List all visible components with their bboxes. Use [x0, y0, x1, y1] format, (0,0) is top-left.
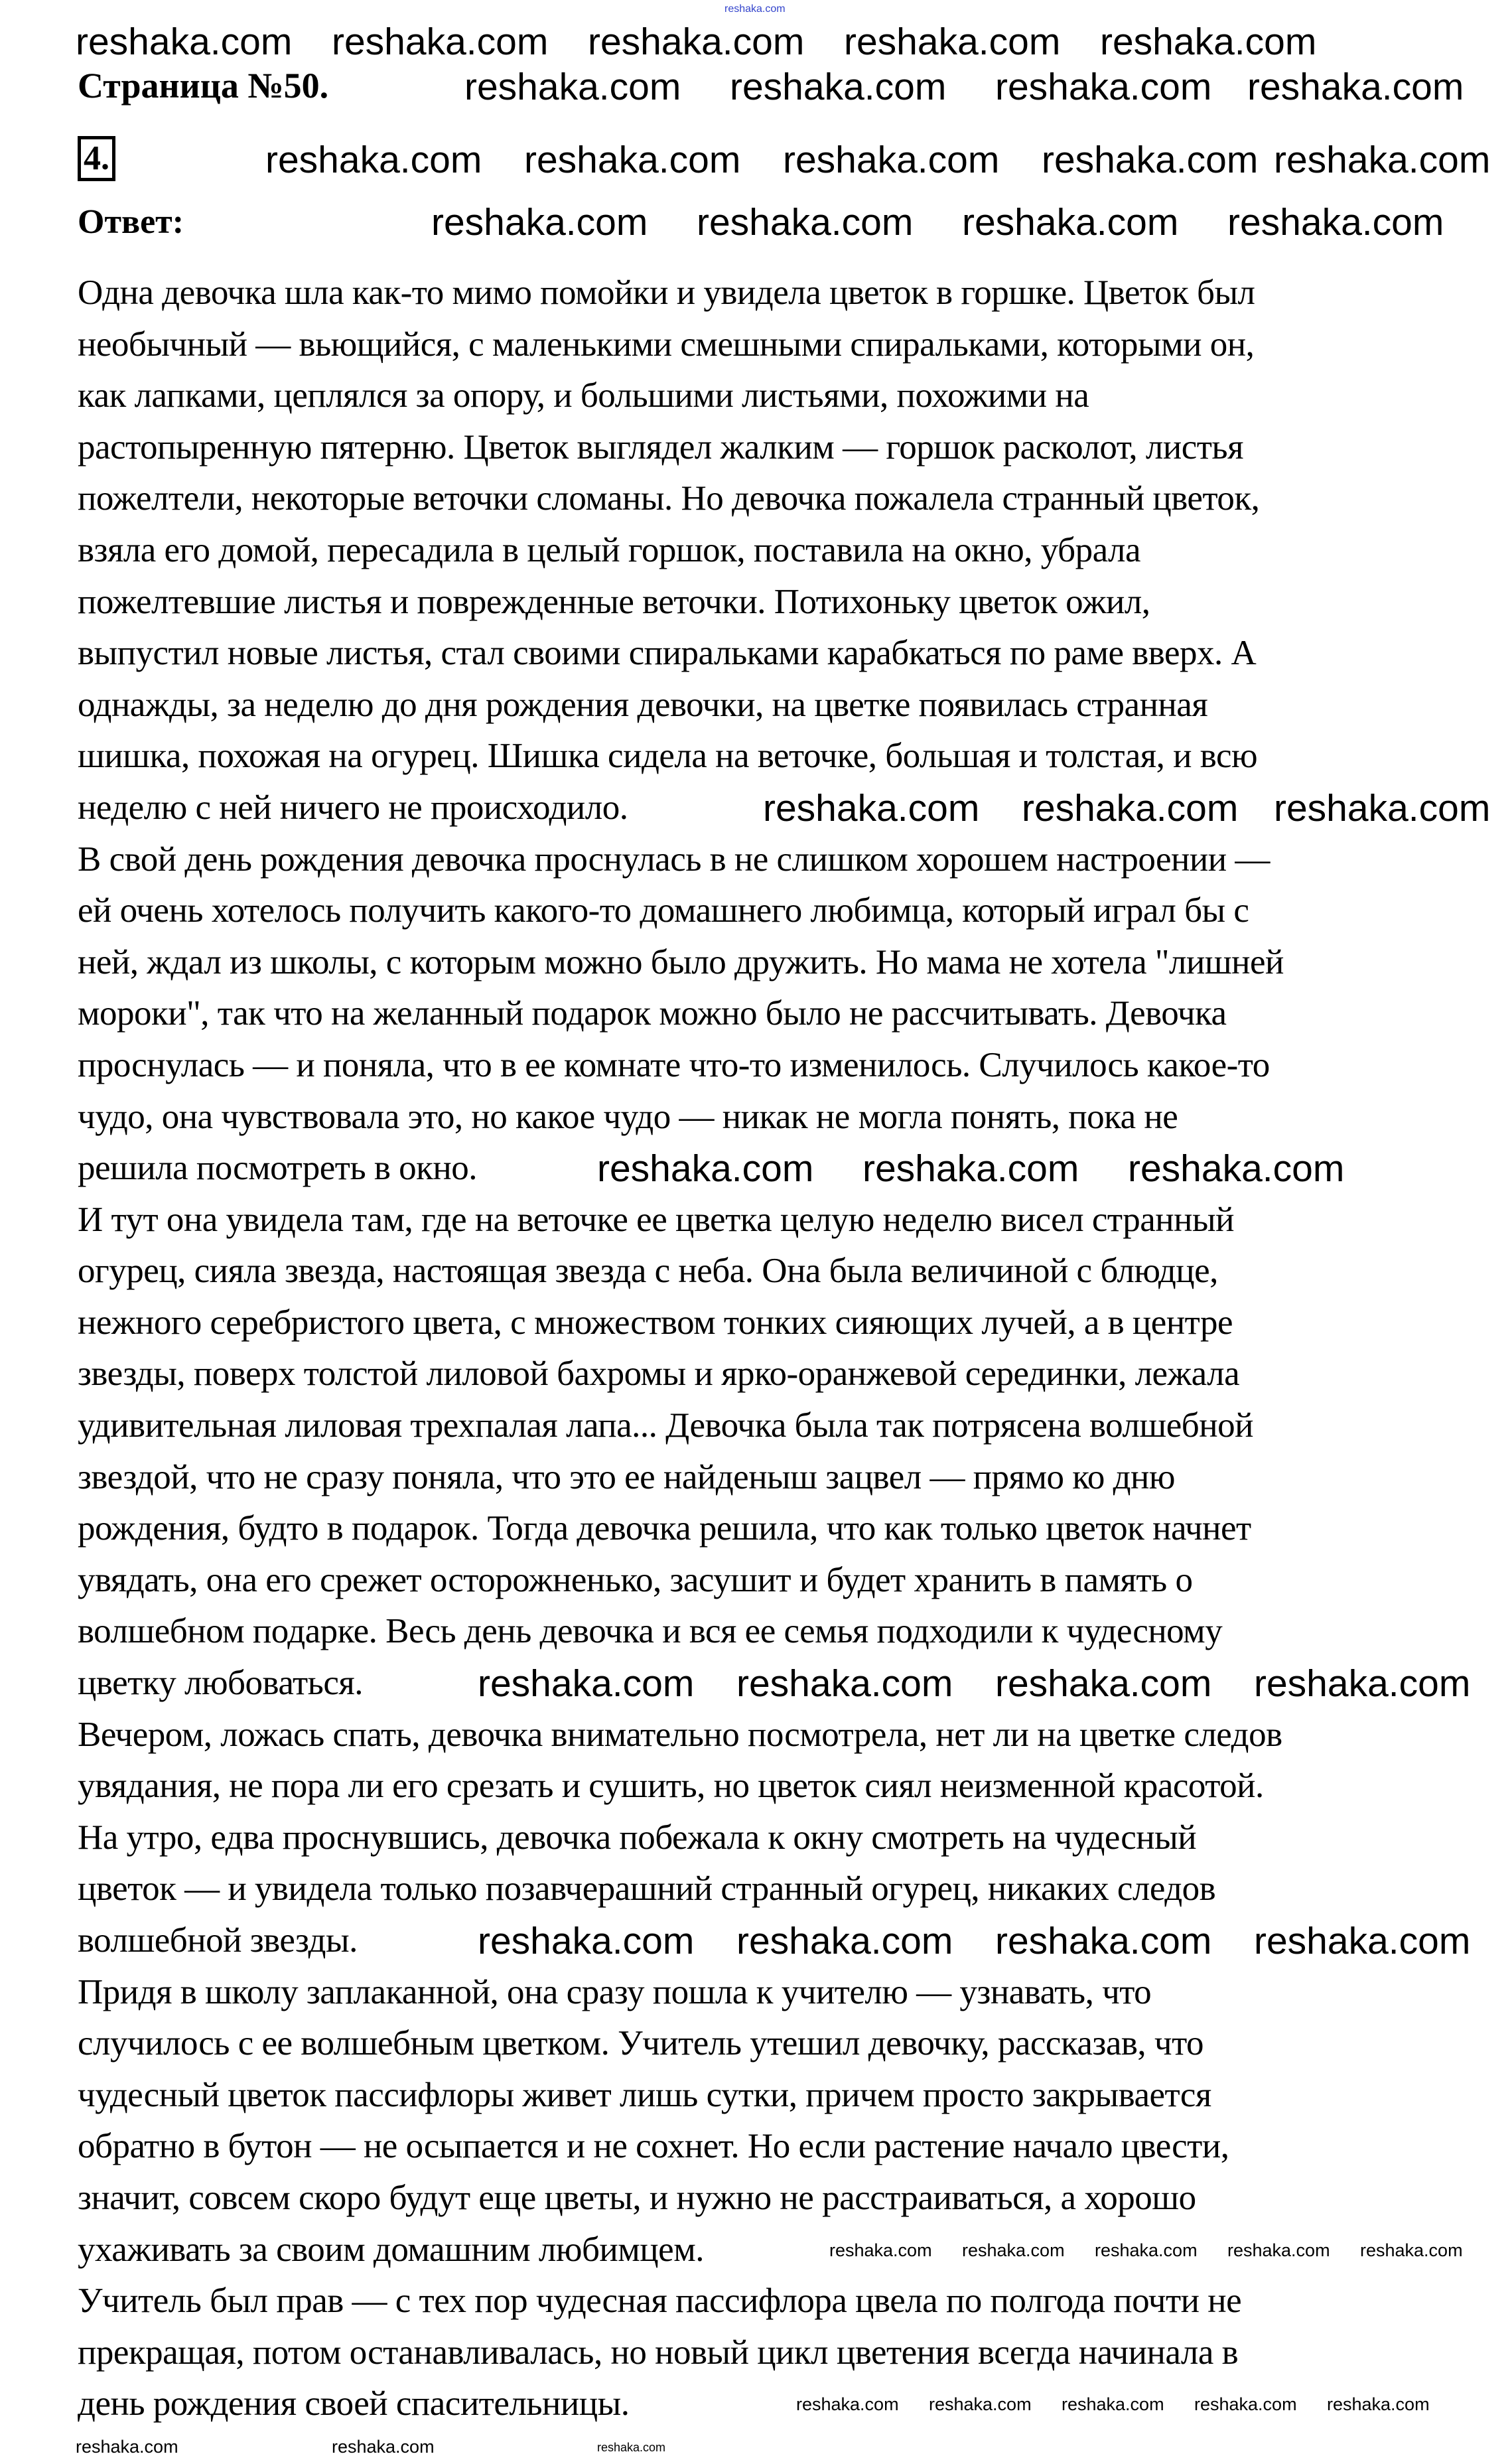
watermark-small: reshaka.com [1360, 2240, 1463, 2260]
text-line: ей очень хотелось получить какого-то домашнего любимца, который играл бы с [78, 891, 1249, 930]
text-line: увядания, не пора ли его срезать и сушить, но цветок сиял неизменной красотой. [78, 1767, 1264, 1806]
text-line: мороки", так что на желанный подарок можно было не рассчитывать. Девочка [78, 994, 1227, 1033]
text-line: рождения, будто в подарок. Тогда девочка решила, что как только цветок начнет [78, 1509, 1251, 1548]
text-line: цветок — и увидела только позавчерашний странный огурец, никаких следов [78, 1869, 1216, 1909]
watermark-small: reshaka.com [796, 2394, 899, 2414]
watermark: reshaka.com [995, 1662, 1212, 1705]
watermark: reshaka.com [76, 21, 293, 63]
watermark-small: reshaka.com [1327, 2394, 1430, 2414]
watermark: reshaka.com [1042, 139, 1259, 181]
watermark: reshaka.com [962, 201, 1179, 244]
site-link-top[interactable]: reshaka.com [724, 3, 786, 15]
watermark: reshaka.com [1227, 201, 1444, 244]
watermark-small: reshaka.com [1062, 2394, 1164, 2414]
text-line: пожелтевшие листья и поврежденные веточки. Потихоньку цветок ожил, [78, 582, 1150, 621]
text-line: необычный — вьющийся, с маленькими смешными спиральками, которыми он, [78, 325, 1255, 364]
text-line: день рождения своей спасительницы. [78, 2384, 630, 2424]
watermark: reshaka.com [763, 787, 980, 830]
text-line: как лапками, цеплялся за опору, и большими листьями, похожими на [78, 376, 1089, 415]
text-line: волшебном подарке. Весь день девочка и вся ее семья подходили к чудесному [78, 1612, 1223, 1651]
watermark: reshaka.com [464, 66, 681, 108]
text-line: огурец, сияла звезда, настоящая звезда с неба. Она была величиной с блюдце, [78, 1252, 1218, 1291]
watermark: reshaka.com [265, 139, 482, 181]
task-number: 4. [78, 136, 115, 181]
text-line: волшебной звезды. [78, 1921, 358, 1960]
watermark: reshaka.com [1254, 1662, 1471, 1705]
watermark-small: reshaka.com [597, 2441, 666, 2454]
text-line: прекращая, потом останавливалась, но новый цикл цветения всегда начинала в [78, 2333, 1239, 2372]
watermark-small: reshaka.com [962, 2240, 1065, 2260]
watermark: reshaka.com [478, 1662, 695, 1705]
text-line: Придя в школу заплаканной, она сразу пошла к учителю — узнавать, что [78, 1972, 1152, 2011]
watermark: reshaka.com [1274, 787, 1491, 830]
watermark: reshaka.com [431, 201, 648, 244]
text-line: Одна девочка шла как-то мимо помойки и увидела цветок в горшке. Цветок был [78, 273, 1255, 312]
text-line: неделю с ней ничего не происходило. [78, 788, 628, 827]
watermark: reshaka.com [736, 1662, 953, 1705]
watermark: reshaka.com [844, 21, 1061, 63]
text-line: чудесный цветок пассифлоры живет лишь сутки, причем просто закрывается [78, 2075, 1211, 2114]
text-line: значит, совсем скоро будут еще цветы, и нужно не расстраиваться, а хорошо [78, 2178, 1196, 2217]
watermark: reshaka.com [697, 201, 914, 244]
text-line: решила посмотреть в окно. [78, 1149, 478, 1188]
watermark-small: reshaka.com [332, 2437, 435, 2457]
text-line: шишка, похожая на огурец. Шишка сидела на веточке, большая и толстая, и всю [78, 737, 1258, 776]
text-line: однажды, за неделю до дня рождения девочки, на цветке появилась странная [78, 685, 1208, 724]
watermark: reshaka.com [862, 1147, 1079, 1190]
text-line: пожелтели, некоторые веточки сломаны. Но девочка пожалела странный цветок, [78, 479, 1260, 518]
answer-label: Ответ: [78, 203, 184, 241]
watermark: reshaka.com [736, 1920, 953, 1962]
watermark: reshaka.com [588, 21, 805, 63]
text-line: цветку любоваться. [78, 1664, 363, 1703]
text-line: звезды, поверх толстой лиловой бахромы и ярко-оранжевой серединки, лежала [78, 1354, 1240, 1394]
text-line: нежного серебристого цвета, с множеством тонких сияющих лучей, а в центре [78, 1303, 1233, 1342]
watermark: reshaka.com [524, 139, 741, 181]
watermark: reshaka.com [478, 1920, 695, 1962]
text-line: И тут она увидела там, где на веточке ее цветка целую неделю висел странный [78, 1200, 1234, 1239]
text-line: выпустил новые листья, стал своими спиральками карабкаться по раме вверх. А [78, 634, 1257, 673]
watermark: reshaka.com [597, 1147, 814, 1190]
text-line: случилось с ее волшебным цветком. Учитель утешил девочку, рассказав, что [78, 2024, 1204, 2063]
watermark: reshaka.com [995, 66, 1212, 108]
watermark: reshaka.com [995, 1920, 1212, 1962]
text-line: проснулась — и поняла, что в ее комнате что-то изменилось. Случилось какое-то [78, 1045, 1270, 1084]
text-line: ухаживать за своим домашним любимцем. [78, 2230, 704, 2269]
text-line: взяла его домой, пересадила в целый горшок, поставила на окно, убрала [78, 530, 1141, 569]
text-line: ней, ждал из школы, с которым можно было дружить. Но мама не хотела "лишней [78, 942, 1284, 981]
text-line: Вечером, ложась спать, девочка внимательно посмотрела, нет ли на цветке следов [78, 1715, 1282, 1754]
text-line: увядать, она его срежет осторожненько, засушит и будет хранить в память о [78, 1560, 1193, 1599]
text-line: На утро, едва проснувшись, девочка побежала к окну смотреть на чудесный [78, 1818, 1197, 1857]
watermark: reshaka.com [1247, 66, 1464, 108]
watermark: reshaka.com [1022, 787, 1239, 830]
watermark: reshaka.com [1128, 1147, 1345, 1190]
watermark: reshaka.com [1254, 1920, 1471, 1962]
text-line: чудо, она чувствовала это, но какое чудо — никак не могла понять, пока не [78, 1097, 1178, 1136]
watermark: reshaka.com [1274, 139, 1491, 181]
page-title: Страница №50. [78, 66, 329, 106]
watermark-small: reshaka.com [829, 2240, 932, 2260]
watermark-small: reshaka.com [1095, 2240, 1198, 2260]
watermark: reshaka.com [730, 66, 947, 108]
watermark-small: reshaka.com [1194, 2394, 1297, 2414]
watermark: reshaka.com [783, 139, 1000, 181]
watermark: reshaka.com [332, 21, 549, 63]
watermark-small: reshaka.com [1227, 2240, 1330, 2260]
text-line: удивительная лиловая трехпалая лапа... Девочка была так потрясена волшебной [78, 1406, 1253, 1445]
watermark-small: reshaka.com [929, 2394, 1032, 2414]
answer-text [78, 267, 1284, 2430]
text-line: обратно в бутон — не осыпается и не сохнет. Но если растение начало цвести, [78, 2127, 1229, 2166]
text-line: звездой, что не сразу поняла, что это ее найденыш зацвел — прямо ко дню [78, 1457, 1176, 1496]
watermark: reshaka.com [1100, 21, 1317, 63]
text-line: растопыренную пятерню. Цветок выглядел жалким — горшок расколот, листья [78, 427, 1243, 467]
text-line: В свой день рождения девочка проснулась в не слишком хорошем настроении — [78, 839, 1270, 879]
text-line: Учитель был прав — с тех пор чудесная пассифлора цвела по полгода почти не [78, 2281, 1242, 2321]
watermark-small: reshaka.com [76, 2437, 178, 2457]
